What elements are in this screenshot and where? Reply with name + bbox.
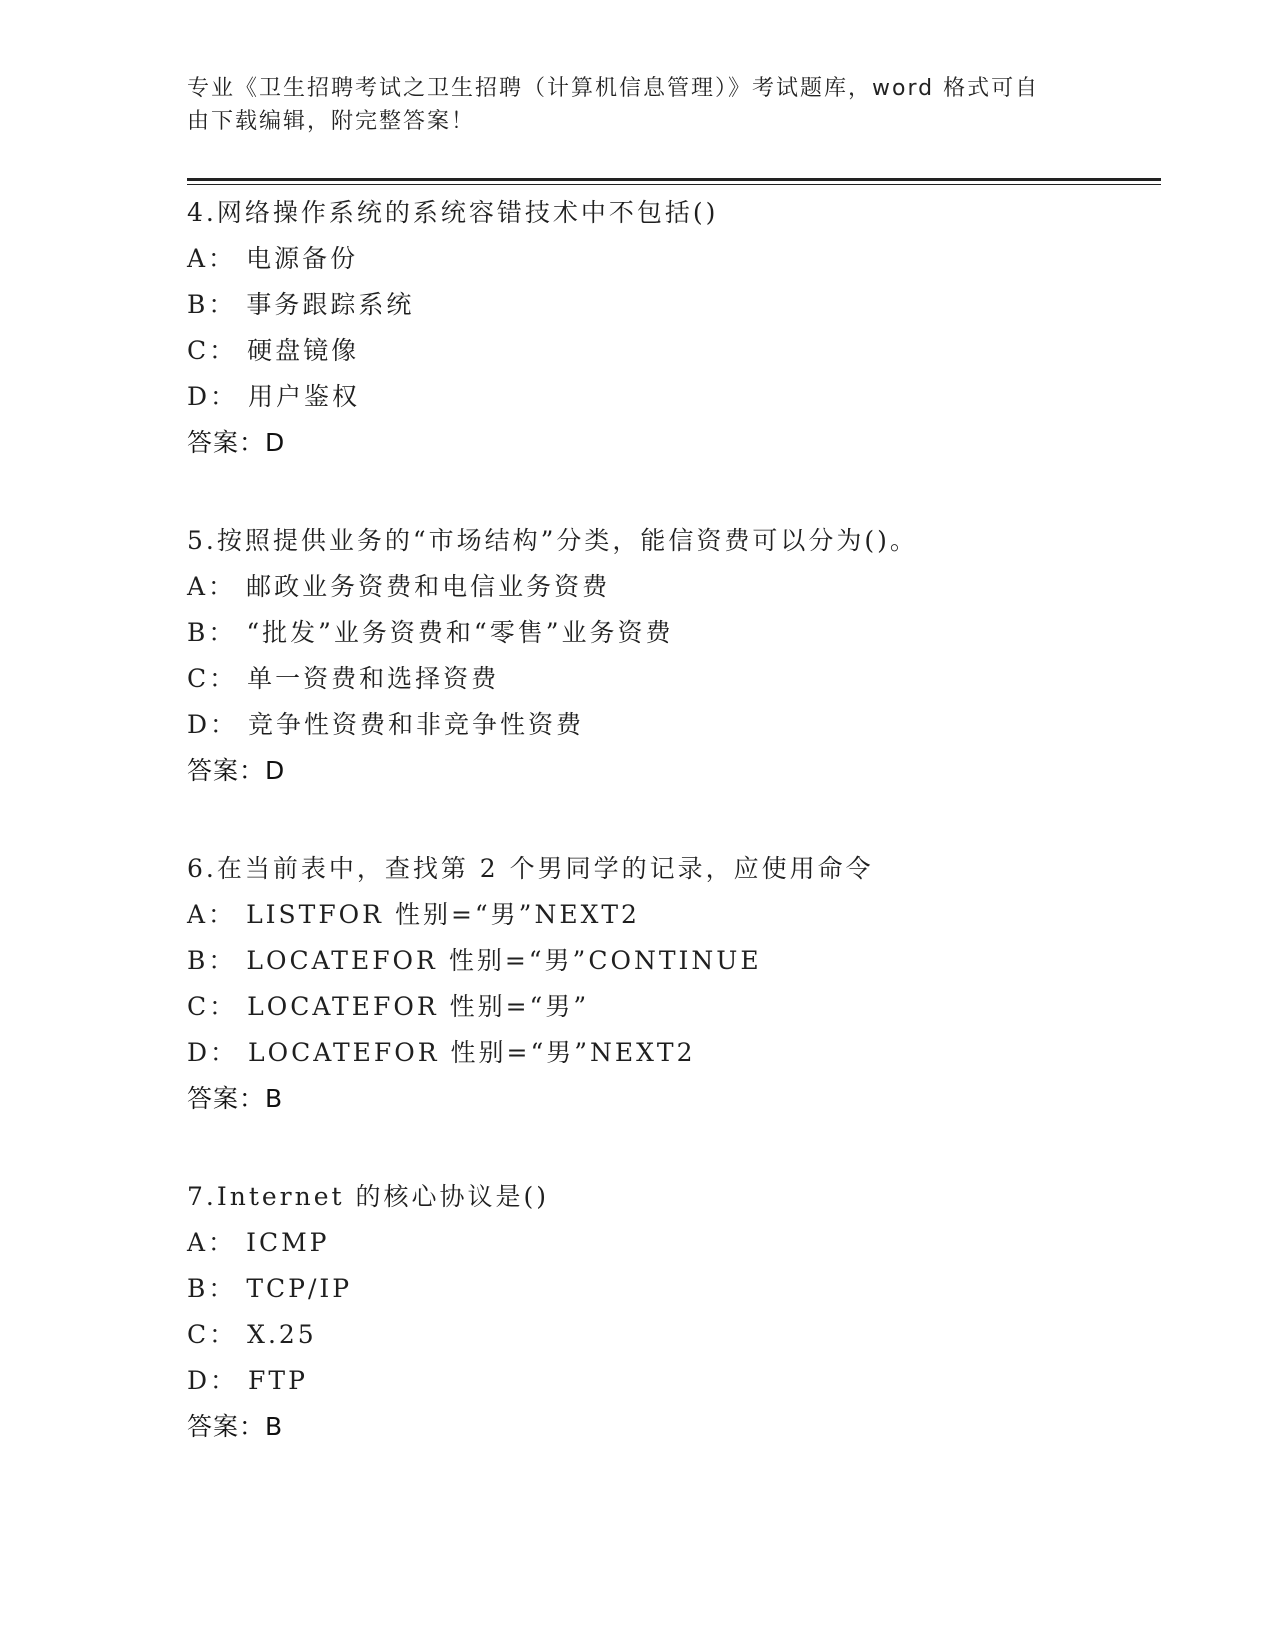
option-key: D： <box>187 1366 239 1395</box>
option-text: LOCATEFOR 性别=“男”CONTINUE <box>246 946 762 975</box>
option-key: B： <box>187 946 237 975</box>
option-text: 电源备份 <box>246 244 359 273</box>
option-key: C： <box>187 1320 238 1349</box>
header-divider-thin <box>187 184 1161 185</box>
header-line-1: 专业《卫生招聘考试之卫生招聘（计算机信息管理）》考试题库，word 格式可自 <box>187 76 1040 101</box>
answer-line: 答案：D <box>187 428 286 457</box>
question-5 <box>187 518 1167 794</box>
option-b <box>187 610 1167 656</box>
option-text: “批发”业务资费和“零售”业务资费 <box>246 618 674 647</box>
option-text: 事务跟踪系统 <box>246 290 415 319</box>
option-key: D： <box>187 710 239 739</box>
option-d <box>187 702 1167 748</box>
option-key: D： <box>187 382 239 411</box>
option-text: 硬盘镜像 <box>247 336 360 365</box>
option-key: B： <box>187 1274 237 1303</box>
option-text: X.25 <box>247 1320 317 1349</box>
option-key: B： <box>187 290 237 319</box>
option-text: 邮政业务资费和电信业务资费 <box>246 572 611 601</box>
header-divider-thick <box>187 178 1161 181</box>
question-7 <box>187 1174 1167 1450</box>
option-a <box>187 1220 1167 1266</box>
option-c <box>187 328 1167 374</box>
option-d <box>187 374 1167 420</box>
option-c <box>187 656 1167 702</box>
option-c <box>187 1312 1167 1358</box>
option-key: C： <box>187 664 238 693</box>
question-stem: 7.Internet 的核心协议是() <box>187 1182 550 1211</box>
option-d <box>187 1030 1167 1076</box>
option-text: ICMP <box>246 1228 330 1257</box>
document-header <box>187 72 1087 138</box>
option-a <box>187 236 1167 282</box>
option-c <box>187 984 1167 1030</box>
option-text: FTP <box>248 1366 308 1395</box>
option-key: A： <box>187 1228 237 1257</box>
option-text: 用户鉴权 <box>248 382 361 411</box>
answer-line: 答案：B <box>187 1084 284 1113</box>
option-text: LISTFOR 性别=“男”NEXT2 <box>246 900 640 929</box>
option-key: C： <box>187 336 238 365</box>
option-key: A： <box>187 244 237 273</box>
question-stem: 4.网络操作系统的系统容错技术中不包括() <box>187 198 719 227</box>
question-4 <box>187 190 1167 466</box>
answer-line: 答案：D <box>187 756 286 785</box>
option-text: 单一资费和选择资费 <box>247 664 500 693</box>
option-a <box>187 892 1167 938</box>
option-text: LOCATEFOR 性别=“男”NEXT2 <box>248 1038 696 1067</box>
answer-line: 答案：B <box>187 1412 284 1441</box>
option-text: LOCATEFOR 性别=“男” <box>247 992 590 1021</box>
option-b <box>187 282 1167 328</box>
header-line-2: 由下载编辑，附完整答案！ <box>187 109 476 134</box>
option-b <box>187 938 1167 984</box>
option-text: TCP/IP <box>246 1274 353 1303</box>
option-b <box>187 1266 1167 1312</box>
option-key: C： <box>187 992 238 1021</box>
question-6 <box>187 846 1167 1122</box>
option-key: D： <box>187 1038 239 1067</box>
question-stem: 5.按照提供业务的“市场结构”分类，能信资费可以分为()。 <box>187 526 918 555</box>
option-key: B： <box>187 618 237 647</box>
option-a <box>187 564 1167 610</box>
option-key: A： <box>187 900 237 929</box>
option-key: A： <box>187 572 237 601</box>
option-d <box>187 1358 1167 1404</box>
question-stem: 6.在当前表中，查找第 2 个男同学的记录，应使用命令 <box>187 854 874 883</box>
question-list <box>187 190 1167 1502</box>
option-text: 竞争性资费和非竞争性资费 <box>248 710 585 739</box>
